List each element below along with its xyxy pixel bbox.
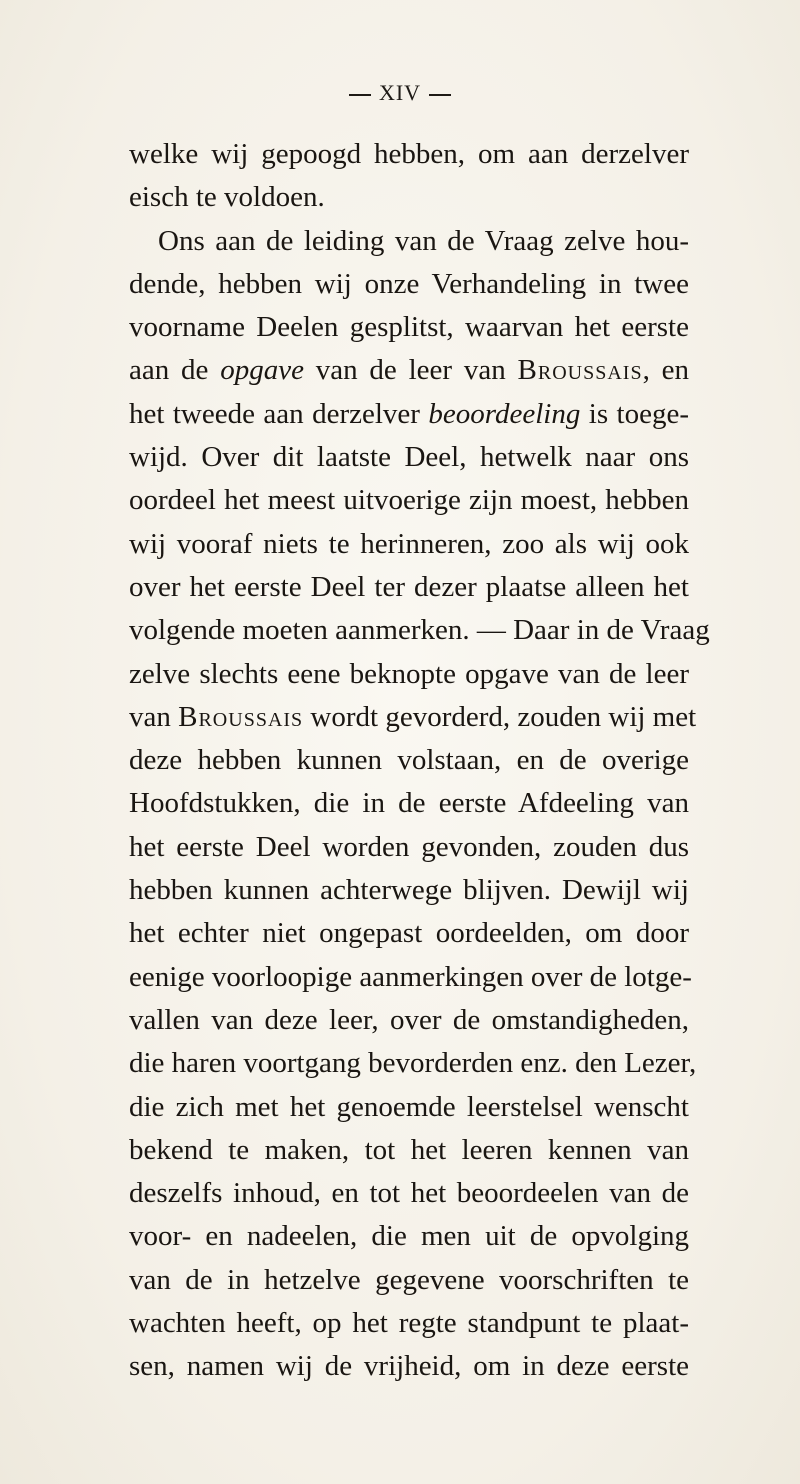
text-run: oordeel het meest uitvoerige zijn moest, hebben (129, 484, 689, 517)
text-line (129, 1172, 689, 1215)
text-run: hebben kunnen achterwege blijven. Dewijl wij (129, 874, 689, 907)
text-line (129, 1345, 689, 1388)
text-line (129, 133, 689, 176)
text-line (129, 653, 689, 696)
text-run: Ons aan de leiding van de Vraag zelve hou- (158, 224, 689, 257)
page-number: XIV (378, 80, 422, 105)
text-run: sen, namen wij de vrijheid, om in deze eerste (129, 1350, 689, 1383)
text-run: wachten heeft, op het regte standpunt te plaat- (129, 1307, 689, 1340)
text-run: voorname Deelen gesplitst, waarvan het eerste (129, 311, 689, 344)
text-run: die haren voortgang bevorderden enz. den Lezer, (129, 1047, 697, 1080)
text-run: voor- en nadeelen, die men uit de opvolging (129, 1220, 689, 1253)
text-run: , en (642, 354, 689, 387)
text-run: het tweede aan derzelver (129, 397, 429, 430)
emphasis-text: beoordeeling (428, 397, 581, 430)
text-line (129, 696, 697, 739)
text-run: het echter niet ongepast oordeelden, om door (129, 917, 689, 950)
text-line (129, 1259, 689, 1302)
text-run: is toege- (580, 397, 689, 430)
text-line (129, 523, 689, 566)
text-line (129, 609, 710, 652)
text-run: Hoofdstukken, die in de eerste Afdeeling van (129, 787, 689, 820)
header-dash-left (349, 94, 371, 96)
text-run: van de leer van (303, 354, 518, 387)
text-line (129, 1215, 689, 1258)
text-run: vallen van deze leer, over de omstandigheden, (129, 1003, 689, 1036)
text-line (129, 566, 689, 609)
header-dash-right (429, 94, 451, 96)
text-run: eenige voorloopige aanmerkingen over de lotge- (129, 960, 692, 993)
text-line (129, 826, 689, 869)
text-run: van (129, 700, 179, 733)
body-text (129, 133, 710, 1389)
text-run: deszelfs inhoud, en tot het beoordeelen van de (129, 1177, 689, 1210)
text-line (129, 1042, 697, 1085)
text-line (129, 912, 689, 955)
text-line (129, 393, 689, 436)
text-line (129, 306, 689, 349)
text-run: aan de (129, 354, 221, 387)
text-line (129, 739, 689, 782)
text-line (129, 176, 689, 219)
text-line (129, 1129, 689, 1172)
text-run: wordt gevorderd, zouden wij met (303, 700, 697, 733)
text-line (129, 956, 692, 999)
text-line (129, 1302, 689, 1345)
text-line (129, 263, 689, 306)
text-run: bekend te maken, tot het leeren kennen van (129, 1133, 689, 1166)
text-line (129, 479, 689, 522)
text-line (129, 869, 689, 912)
text-run: die zich met het genoemde leerstelsel wenscht (129, 1090, 689, 1123)
text-run: welke wij gepoogd hebben, om aan derzelver (129, 138, 689, 170)
text-run: deze hebben kunnen volstaan, en de overige (129, 744, 689, 777)
text-run: dende, hebben wij onze Verhandeling in twee (129, 267, 689, 300)
text-run: het eerste Deel worden gevonden, zouden dus (129, 830, 689, 863)
emphasis-text: opgave (220, 354, 304, 387)
text-run: wijd. Over dit laatste Deel, hetwelk naar ons (129, 441, 689, 474)
text-run: van de in hetzelve gegevene voorschriften te (129, 1263, 689, 1296)
text-line (129, 436, 689, 479)
text-line (129, 220, 689, 263)
text-run: over het eerste Deel ter dezer plaatse alleen het (129, 570, 689, 603)
text-run: wij vooraf niets te herinneren, zoo als wij ook (129, 527, 689, 560)
text-line (129, 782, 689, 825)
text-line (129, 1086, 689, 1129)
text-run: eisch te voldoen. (129, 181, 325, 214)
page-number-header (0, 80, 800, 106)
author-name: Broussais (178, 700, 304, 733)
text-run: volgende moeten aanmerken. — Daar in de Vraag (129, 614, 710, 647)
author-name: Broussais (517, 354, 643, 387)
text-line (129, 349, 689, 392)
text-line (129, 999, 689, 1042)
text-run: zelve slechts eene beknopte opgave van de leer (129, 657, 689, 690)
